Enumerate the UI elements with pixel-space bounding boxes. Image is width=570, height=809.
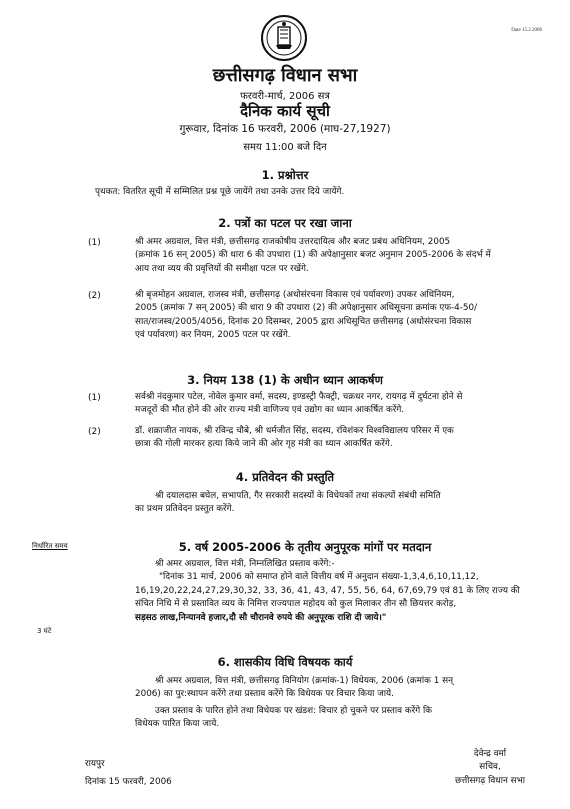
text-line: श्री अमर अग्रवाल, वित्त मंत्री, निम्नलिखित प्रस्ताव करेंगे:- (155, 559, 335, 569)
text-line: श्री बृजमोहन अग्रवाल, राजस्व मंत्री, छत्तीसगढ़ (अधोसंरचना विकास एवं पर्यावरण) उपकर अधिनियम, (135, 290, 455, 300)
section-6-heading: 6. शासकीय विधि विषयक कार्य (217, 655, 353, 669)
section-2-item-1 (135, 236, 550, 276)
section-3-item-1 (135, 391, 550, 418)
section-2-item-2-number: (2) (88, 291, 101, 301)
section-4-heading: 4. प्रतिवेदन की प्रस्तुति (235, 470, 335, 484)
text-line: 2005 (क्रमांक 7 सन् 2005) की धारा 9 की उपधारा (2) की अपेक्षानुसार अधिसूचना क्रमांक एफ-4-50/ (135, 303, 478, 314)
agenda-title: दैनिक कार्य सूची (240, 102, 330, 120)
agenda-datetime: गुरूवार, दिनांक 16 फरवरी, 2006 (माघ-27,1927) (179, 123, 391, 135)
assembly-title: छत्तीसगढ़ विधान सभा (212, 65, 358, 86)
section-3-heading: 3. नियम 138 (1) के अधीन ध्यान आकर्षण (187, 373, 383, 387)
text-line: विधेयक पारित किया जाये. (135, 719, 220, 730)
section-3-item-2-number: (2) (88, 427, 101, 437)
section-3-item-2 (135, 425, 550, 452)
text-line: छात्रा की गोली मारकर हत्या किये जाने की ओर गृह मंत्री का ध्यान आकर्षित करेंगे. (135, 439, 393, 450)
text-line: "दिनांक 31 मार्च, 2006 को समाप्त होने वाले वित्तीय वर्ष में अनुदान संख्या-1,3,4,6,10,11,12, (159, 572, 479, 583)
signatory-title: सचिव, (479, 762, 501, 773)
signatory-name: देवेन्द्र वर्मा (473, 749, 507, 759)
scheduled-time-label: निर्धारित समय (32, 542, 68, 550)
text-line: आय तथा व्यय की प्रवृत्तियों की समीक्षा पटल पर रखेंगे. (135, 263, 309, 274)
signatory-org: छत्तीसगढ़ विधान सभा (454, 775, 526, 786)
state-emblem-icon (260, 14, 308, 62)
section-3-item-1-number: (1) (88, 393, 101, 403)
section-1-heading: 1. प्रश्नोत्तर (261, 168, 309, 182)
section-4-text (135, 490, 550, 517)
scheduled-time-value: 3 घंटे (37, 627, 52, 635)
text-line: सड़सठ लाख,निन्यानवे हजार,दौ सौ चौरानवे रुपये की अनुपूरक राशि दी जाये।" (135, 612, 387, 623)
text-line: 2006) का पुर:स्थापन करेंगे तथा प्रस्ताव करेंगे कि विधेयक पर विचार किया जाये. (135, 689, 394, 700)
signature-block (430, 748, 550, 788)
text-line: सर्वश्री नंदकुमार पटेल, नोवेल कुमार वर्मा, सदस्य, इण्डस्ट्री फैक्ट्री, चक्रधर नगर, रायगढ़ में दुर्घटना होने से (135, 392, 463, 402)
section-1-text: पृथकत: वितरित सूची में सम्मिलित प्रश्न पूछे जायेंगे तथा उनके उत्तर दिये जायेंगे. (95, 187, 345, 197)
text-line: डॉ. शक्राजीत नायक, श्री रविन्द्र चौबे, श्री धर्मजीत सिंह, सदस्य, रविशंकर विश्वविद्यालय परिसर में एक (135, 426, 454, 436)
section-5-heading: 5. वर्ष 2005-2006 के तृतीय अनुपूरक मांगों पर मतदान (178, 540, 432, 554)
text-line: श्री अमर अग्रवाल, वित्त मंत्री, छत्तीसगढ़ राजकोषीय उत्तरदायित्व और बजट प्रबंध अधिनियम, 2005 (135, 237, 451, 247)
text-line: श्री अमर अग्रवाल, वित्त मंत्री, छत्तीसगढ़ विनियोग (क्रमांक-1) विधेयक, 2006 (क्रमांक 1 सन् (155, 676, 453, 686)
agenda-time: समय 11:00 बजे दिन (243, 142, 327, 153)
section-5-text (135, 558, 555, 625)
text-line: एवं पर्यावरण) कर नियम, 2005 पटल पर रखेंगे. (135, 330, 291, 341)
text-line: श्री दयालदास बघेल, सभापति, गैर सरकारी सदस्यों के विधेयकों तथा संकल्पों संबंधी समिति (155, 491, 441, 501)
text-line: उक्त प्रस्ताव के पारित होने तथा विधेयक पर खंडश: विचार हो चुकने पर प्रस्ताव करेंगे कि (155, 705, 433, 716)
text-line: का प्रथम प्रतिवेदन प्रस्तुत करेंगे. (135, 504, 235, 515)
section-6-text (135, 675, 555, 732)
text-line: सात/राजस्व/2005/4056, दिनांक 20 दिसम्बर, 2005 द्वारा अधिसूचित छत्तीसगढ़ (अधोसंरचना विकास (135, 316, 472, 327)
text-line: संचित निधि में से प्रस्तावित व्यय के निमित्त राज्यपाल महोदय को कुल मिलाकर तीन सौ छियत्तर करोड़, (135, 599, 457, 610)
date-stamp: Date 15.2.2006 (511, 28, 542, 33)
section-2-item-1-number: (1) (88, 238, 101, 248)
text-line: 16,19,20,22,24,27,29,30,32, 33, 36, 41, 43, 47, 55, 56, 64, 67,69,79 एवं 81 के लिए राज्य की (135, 585, 520, 596)
section-2-item-2 (135, 289, 550, 343)
footer-place: रायपुर (85, 759, 105, 769)
session-label: फरवरी-मार्च, 2006 सत्र (240, 91, 330, 102)
text-line: (क्रमांक 16 सन् 2005) की धारा 6 की उपधारा (1) की अपेक्षानुसार बजट अनुमान 2005-2006 के संदर्भ में (135, 250, 491, 261)
text-line: मजदूरों की मौत होने की ओर राज्य मंत्री वाणिज्य एवं उद्योग का ध्यान आकर्षित करेंगे. (135, 405, 405, 416)
footer-date: दिनांक 15 फरवरी, 2006 (85, 777, 172, 787)
section-2-heading: 2. पत्रों का पटल पर रखा जाना (218, 216, 352, 230)
